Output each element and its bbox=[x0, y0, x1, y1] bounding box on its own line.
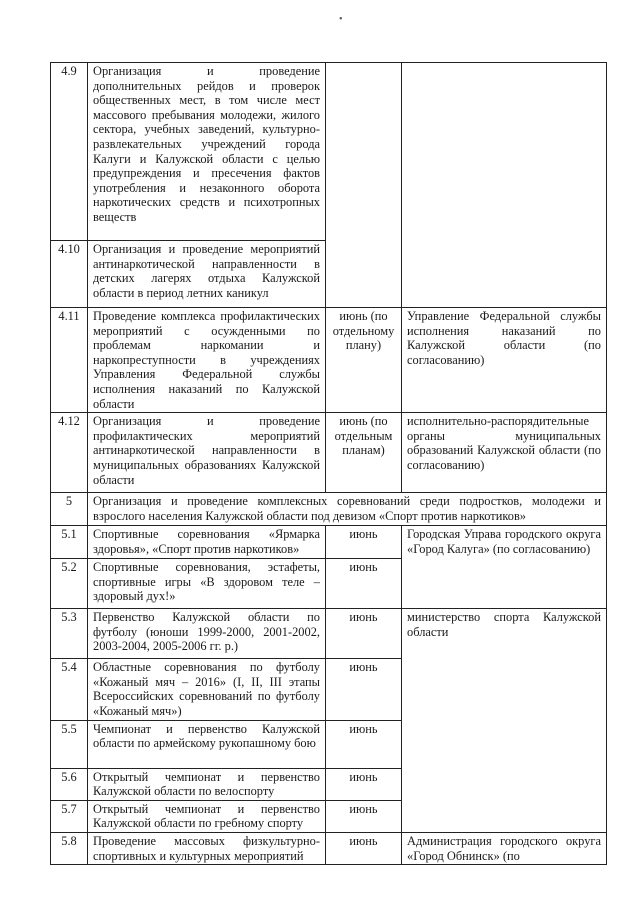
section-title: Организация и проведение комплексных соревнований среди подростков, молодежи и взрослого населения Калужской области под девизом «Спорт против наркотиков» bbox=[88, 493, 607, 526]
table-row bbox=[51, 609, 607, 659]
page-mark: • bbox=[339, 14, 343, 25]
event-name: Организация и проведение мероприятий антинаркотической направленности в детских лагерях отдыха Калужской области в период летних каникул bbox=[88, 241, 326, 308]
row-number: 5.8 bbox=[51, 832, 88, 864]
event-name: Организация и проведение профилактических мероприятий антинаркотической направленности в муниципальных образованиях Калужской области bbox=[88, 413, 326, 493]
event-responsible: Администрация городского округа «Город Обнинск» (по bbox=[402, 832, 607, 864]
event-responsible: исполнительно-распорядительные органы муниципальных образований Калужской области (по согласованию) bbox=[402, 413, 607, 493]
row-number: 4.10 bbox=[51, 241, 88, 308]
event-plan-table bbox=[50, 62, 607, 865]
event-date: июнь (по отдельному плану) bbox=[326, 308, 402, 413]
row-number: 4.12 bbox=[51, 413, 88, 493]
row-number: 5.3 bbox=[51, 609, 88, 659]
table-row bbox=[51, 308, 607, 413]
event-date: июнь bbox=[326, 832, 402, 864]
row-number: 5.1 bbox=[51, 526, 88, 559]
event-date: июнь bbox=[326, 609, 402, 659]
row-number: 5.4 bbox=[51, 659, 88, 720]
event-name: Чемпионат и первенство Калужской области по армейскому рукопашному бою bbox=[88, 720, 326, 768]
event-name: Открытый чемпионат и первенство Калужской области по велоспорту bbox=[88, 768, 326, 800]
table-row bbox=[51, 526, 607, 559]
event-name: Проведение комплекса профилактических мероприятий с осужденными по проблемам наркомании и наркопреступности в учреждениях Управления Федеральной службы исполнения наказаний по Калужской области bbox=[88, 308, 326, 413]
row-number: 4.9 bbox=[51, 63, 88, 241]
event-date: июнь bbox=[326, 526, 402, 559]
row-number: 4.11 bbox=[51, 308, 88, 413]
row-number: 5.2 bbox=[51, 559, 88, 609]
event-date: июнь bbox=[326, 720, 402, 768]
event-date bbox=[326, 63, 402, 308]
event-responsible: Городская Управа городского округа «Город Калуга» (по согласованию) bbox=[402, 526, 607, 609]
event-name: Первенство Калужской области по футболу (юноши 1999-2000, 2001-2002, 2003-2004, 2005-2006 гг. р.) bbox=[88, 609, 326, 659]
row-number: 5.7 bbox=[51, 800, 88, 832]
event-name: Организация и проведение дополнительных рейдов и проверок общественных мест, в том числе мест массового пребывания молодежи, жилого сектора, учебных заведений, культурно-развлекательных учреждений города Калуги и Калужской области с целью предупреждения и пресечения фактов употребления и незаконного оборота наркотических средств и психотропных веществ bbox=[88, 63, 326, 241]
event-name: Проведение массовых физкультурно-спортивных и культурных мероприятий bbox=[88, 832, 326, 864]
event-name: Областные соревнования по футболу «Кожаный мяч – 2016» (I, II, III этапы Всероссийских соревнований по футболу «Кожаный мяч») bbox=[88, 659, 326, 720]
row-number: 5.6 bbox=[51, 768, 88, 800]
event-name: Открытый чемпионат и первенство Калужской области по гребному спорту bbox=[88, 800, 326, 832]
event-responsible: министерство спорта Калужской области bbox=[402, 609, 607, 833]
table-row bbox=[51, 413, 607, 493]
table-row bbox=[51, 63, 607, 241]
row-number: 5.5 bbox=[51, 720, 88, 768]
table-row bbox=[51, 832, 607, 864]
event-responsible: Управление Федеральной службы исполнения наказаний по Калужской области (по согласованию) bbox=[402, 308, 607, 413]
event-date: июнь bbox=[326, 800, 402, 832]
event-name: Спортивные соревнования, эстафеты, спортивные игры «В здоровом теле – здоровый дух!» bbox=[88, 559, 326, 609]
event-date: июнь bbox=[326, 768, 402, 800]
event-date: июнь (по отдельным планам) bbox=[326, 413, 402, 493]
event-date: июнь bbox=[326, 559, 402, 609]
event-date: июнь bbox=[326, 659, 402, 720]
event-name: Спортивные соревнования «Ярмарка здоровья», «Спорт против наркотиков» bbox=[88, 526, 326, 559]
event-responsible bbox=[402, 63, 607, 308]
section-row bbox=[51, 493, 607, 526]
section-number: 5 bbox=[51, 493, 88, 526]
